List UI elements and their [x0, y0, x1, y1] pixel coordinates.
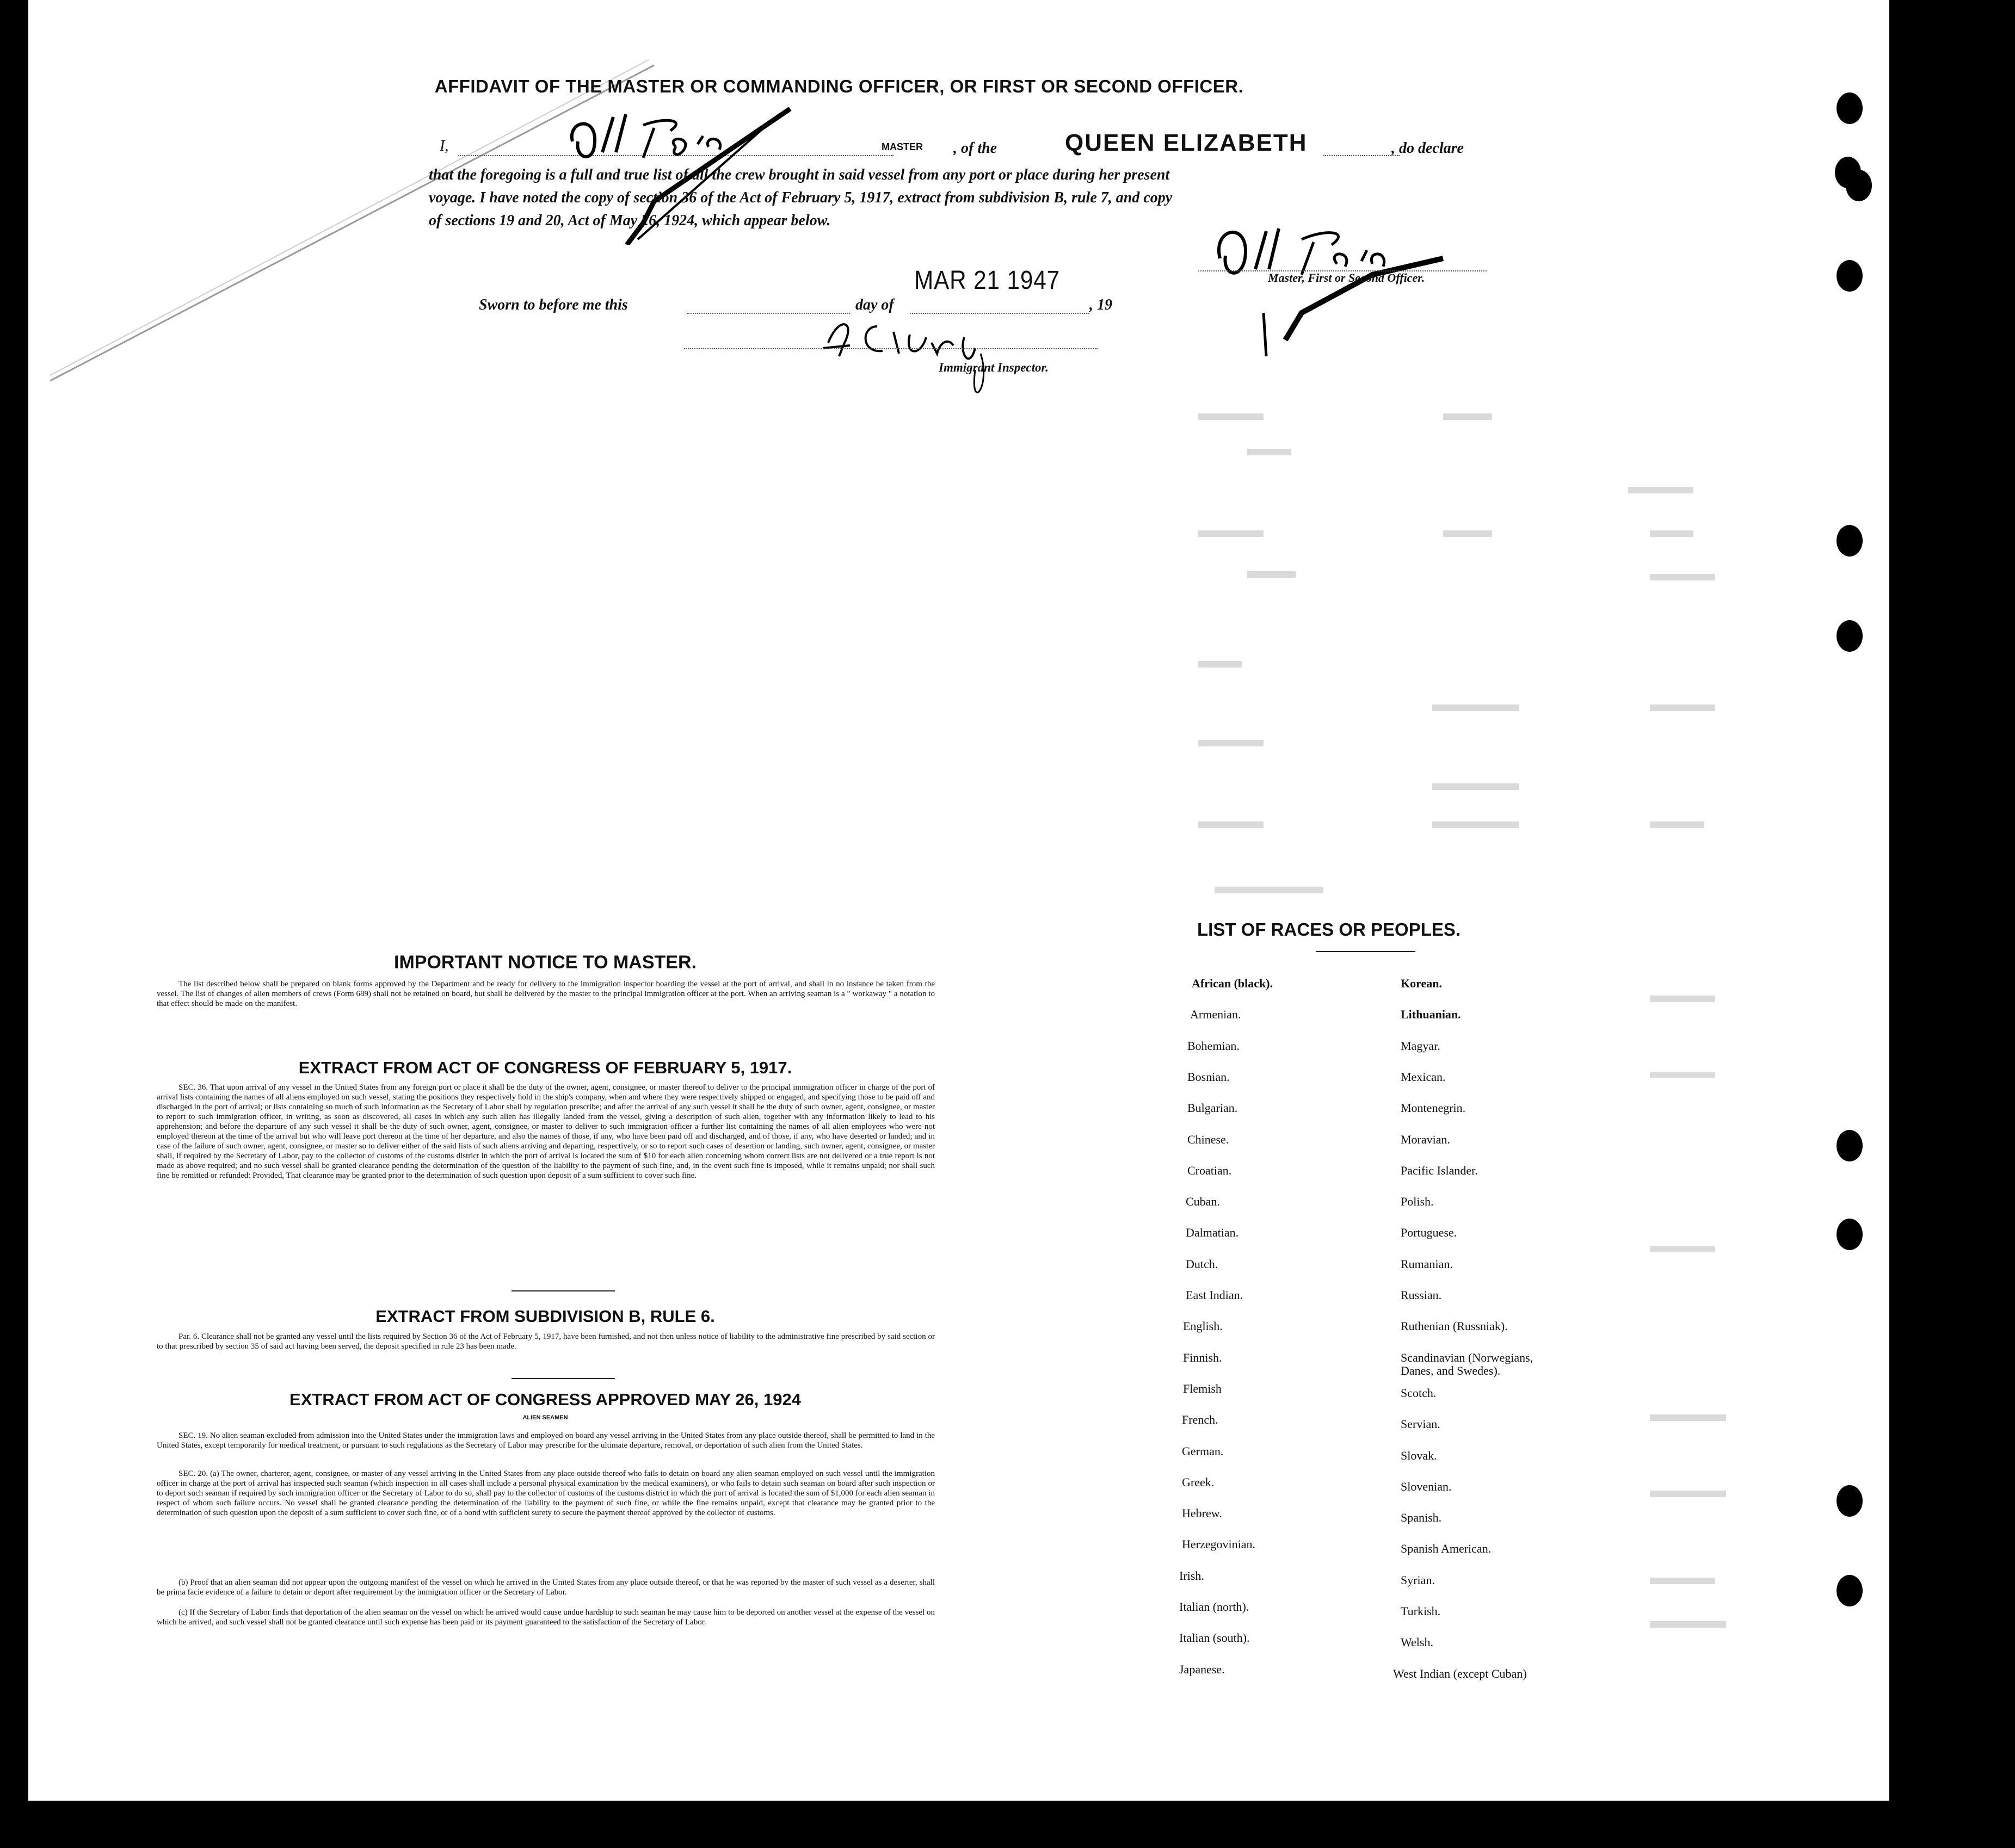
- affidavit-line2: that the foregoing is a full and true list of all the crew brought in said vessel from any port or place during her present: [429, 166, 1170, 183]
- divider: [1316, 951, 1415, 952]
- race-left-item: Italian (south).: [1179, 1631, 1250, 1645]
- race-right-item: Scandinavian (Norwegians,: [1401, 1351, 1533, 1364]
- race-left-item: Bulgarian.: [1187, 1101, 1238, 1115]
- race-right-item: Servian.: [1401, 1417, 1440, 1431]
- race-right-item: Turkish.: [1401, 1604, 1441, 1618]
- inspector-label: Immigrant Inspector.: [939, 361, 1049, 374]
- race-right-item: Slovak.: [1401, 1449, 1437, 1462]
- race-left-item: Herzegovinian.: [1182, 1537, 1255, 1551]
- sec20a-body: SEC. 20. (a) The owner, charterer, agent, consignee, or master of any vessel arriving in the United States from any place outside thereof who fails to detain on board any alien seaman employed on such vessel until the immigration officer in charge at the port of arrival has inspected such seaman (which inspection in all cases shall include a personal physical examination by the medical examiners), or who fails to detain such seaman on board after such inspection or to deport such seaman if required by such immigration officer or the Secretary of Labor to do so, shall pay to the collector of customs of the customs district in which the port of arrival is located the sum of $1,000 for each alien seaman in respect of whom such failure occurs. No vessel shall be granted clearance pending the determination of the liability to the payment of such fine, or while the fine remains unpaid, except that clearance may be granted prior to the determination of such question upon the deposit of a sum sufficient to cover such fine, or of a bond with sufficient surety to secure the payment thereof approved by the collector of customs.: [157, 1469, 935, 1517]
- race-right-item: Slovenian.: [1401, 1480, 1452, 1493]
- of-the-label: , of the: [953, 140, 997, 157]
- race-right-item: Ruthenian (Russniak).: [1401, 1319, 1508, 1333]
- vessel-name: QUEEN ELIZABETH: [1065, 129, 1308, 156]
- affidavit-line3: voyage. I have noted the copy of section 36 of the Act of February 5, 1917, extract from subdivision B, rule 7, and copy: [429, 189, 1173, 206]
- race-right-item: Moravian.: [1401, 1133, 1451, 1146]
- race-right-item: Magyar.: [1401, 1039, 1440, 1053]
- officer-signature: [1209, 215, 1459, 362]
- race-left-item: Dutch.: [1186, 1257, 1218, 1271]
- extract-1924-title: EXTRACT FROM ACT OF CONGRESS APPROVED MAY 26, 1924: [289, 1390, 801, 1409]
- race-right-item: Syrian.: [1401, 1573, 1435, 1587]
- divider: [512, 1378, 615, 1379]
- race-left-item: Hebrew.: [1182, 1506, 1222, 1520]
- race-right-item: Mexican.: [1401, 1070, 1446, 1084]
- sec20c-body: (c) If the Secretary of Labor finds that deportation of the alien seaman on the vessel on which he arrived would cause undue hardship to such seaman he may cause him to be deported on another vessel at the expense of the vessel on which he arrived, and such vessel shall not be granted clearance until such expense has been paid or its payment guaranteed to the satisfaction of the Secretary of Labor.: [157, 1608, 935, 1627]
- do-declare: , do declare: [1391, 140, 1464, 157]
- race-left-item: Dalmatian.: [1186, 1226, 1239, 1239]
- race-right-item: Lithuanian.: [1401, 1008, 1461, 1021]
- master-label: MASTER: [882, 141, 923, 152]
- race-right-item: Scotch.: [1401, 1386, 1437, 1400]
- sworn-label: Sworn to before me this: [479, 296, 628, 313]
- race-left-item: Bohemian.: [1187, 1039, 1240, 1053]
- race-left-item: African (black).: [1192, 976, 1273, 990]
- divider: [512, 1290, 615, 1291]
- officer-role: Master, First or Second Officer.: [1268, 271, 1425, 285]
- year-label: , 19: [1089, 296, 1112, 313]
- date-stamp: MAR 21 1947: [914, 266, 1060, 295]
- race-right-item: West Indian (except Cuban): [1393, 1667, 1527, 1680]
- affidavit-i: I,: [440, 138, 449, 154]
- race-left-item: Finnish.: [1183, 1351, 1222, 1364]
- race-right-item: Pacific Islander.: [1401, 1164, 1478, 1177]
- race-left-item: French.: [1182, 1413, 1218, 1426]
- race-right-item: Polish.: [1401, 1195, 1434, 1208]
- day-of-label: day of: [855, 296, 894, 313]
- race-left-item: Croatian.: [1187, 1164, 1232, 1177]
- race-left-item: Armenian.: [1190, 1008, 1241, 1021]
- race-right-item: Russian.: [1401, 1288, 1442, 1302]
- affidavit-line4: of sections 19 and 20, Act of May 26, 1924, which appear below.: [429, 212, 831, 229]
- sec20b-body: (b) Proof that an alien seaman did not appear upon the outgoing manifest of the vessel on which he arrived in the United States from any place outside thereof, or that he was reported by the master of such vessel as a deserter, shall be prima facie evidence of a failure to detain or deport after requirement by the immigration officer or the Secretary of Labor.: [157, 1578, 935, 1597]
- race-left-item: Chinese.: [1187, 1133, 1229, 1146]
- race-right-item: Spanish American.: [1401, 1542, 1492, 1555]
- race-left-item: Irish.: [1179, 1569, 1204, 1583]
- extract-1917-title: EXTRACT FROM ACT OF CONGRESS OF FEBRUARY 5, 1917.: [298, 1058, 792, 1077]
- race-left-item: Bosnian.: [1187, 1070, 1230, 1084]
- extract-1917-body: SEC. 36. That upon arrival of any vessel in the United States from any foreign port or place it shall be the duty of the owner, agent, consignee, or master thereof to deliver to the principal immigration officer in charge of the port of arrival lists containing the names of all aliens employed on such vessel, stating the positions they respectively hold in the ship's company, when and where they were respectively shipped or engaged, and specifying those to be paid off and discharged in the port of arrival; or lists containing so much of such information as the Secretary of Labor shall by regulation prescribe; and after the arrival of any such vessel it shall be the duty of such owner, agent, consignee, or master to report to such immigration officer, in writing, as soon as discovered, all cases in which any such alien has illegally landed from the vessel, giving a description of such alien, together with any information likely to lead to his apprehension; and before the departure of any such vessel it shall be the duty of such owner, agent, consignee, or master to deliver to such immigration officer a further list containing the names of all alien employees who were not employed thereon at the time of the arrival but who will leave port thereon at the time of her departure, and also the names of those, if any, who have been paid off and discharged, and of those, if any, who have deserted or landed; and in case of the failure of such owner, agent, consignee, or master so to deliver either of the said lists of such aliens arriving and departing, respectively, or so to report such cases of desertion or landing, such owner, agent, consignee, or master shall, if required by the Secretary of Labor, pay to the collector of customs of the customs district in which the port of arrival is located the sum of $10 for each alien concerning whom correct lists are not delivered or a true report is not made as above required; and no such vessel shall be granted clearance pending the determination of the question of the liability to the payment of such fine, and, in the event such fine is imposed, while it remains unpaid; nor shall such fine be remitted or refunded: Provided, That clearance may be granted prior to the determination of such question upon deposit of a sum sufficient to cover such fine.: [157, 1083, 935, 1180]
- race-right-item: Welsh.: [1401, 1635, 1433, 1649]
- rule6-title: EXTRACT FROM SUBDIVISION B, RULE 6.: [375, 1307, 715, 1326]
- notice-title: IMPORTANT NOTICE TO MASTER.: [394, 952, 697, 973]
- document-page: [28, 0, 1889, 1801]
- affidavit-title: AFFIDAVIT OF THE MASTER OR COMMANDING OFFICER, OR FIRST OR SECOND OFFICER.: [434, 76, 1244, 96]
- race-left-item: Greek.: [1182, 1475, 1215, 1489]
- inspector-signature: [817, 305, 991, 413]
- races-title: LIST OF RACES OR PEOPLES.: [1197, 919, 1461, 940]
- race-left-item: English.: [1183, 1319, 1223, 1333]
- race-right-item: Korean.: [1401, 976, 1442, 990]
- race-left-item: Flemish: [1183, 1382, 1222, 1395]
- race-right-item: Portuguese.: [1401, 1226, 1457, 1239]
- sec19-body: SEC. 19. No alien seaman excluded from admission into the United States under the immigration laws and employed on board any vessel arriving in the United States from any place outside thereof, shall be permitted to land in the United States, except temporarily for medical treatment, or pursuant to such regulations as the Secretary of Labor may prescribe for the ultimate departure, removal, or deportation of such alien from the United States.: [157, 1431, 935, 1450]
- race-right-item: Spanish.: [1401, 1511, 1442, 1524]
- race-scandinavian-cont: Danes, and Swedes).: [1401, 1364, 1501, 1377]
- race-left-item: East Indian.: [1186, 1288, 1243, 1302]
- race-left-item: Japanese.: [1179, 1662, 1225, 1676]
- race-left-item: German.: [1182, 1444, 1224, 1458]
- race-left-item: Cuban.: [1186, 1195, 1220, 1208]
- rule6-body: Par. 6. Clearance shall not be granted any vessel until the lists required by Section 36 of the Act of February 5, 1917, have been furnished, and not then unless notice of liability to the administrative fine prescribed by said section or to that prescribed by section 35 of said act having been served, the deposit specified in rule 23 has been made.: [157, 1332, 935, 1351]
- extract-1924-subtitle: ALIEN SEAMEN: [522, 1414, 568, 1421]
- race-left-item: Italian (north).: [1179, 1600, 1249, 1614]
- notice-body: The list described below shall be prepared on blank forms approved by the Department and be ready for delivery to the immigration inspector boarding the vessel at the port of arrival, and shall in no instance be taken from the vessel. The list of changes of alien members of crews (Form 689) shall not be retained on board, but shall be delivered by the master to the principal immigration officer at the port. When an arriving seaman is a " workaway " a notation to that effect should be made on the manifest.: [157, 980, 935, 1008]
- race-right-item: Montenegrin.: [1401, 1101, 1466, 1115]
- race-right-item: Rumanian.: [1401, 1257, 1453, 1271]
